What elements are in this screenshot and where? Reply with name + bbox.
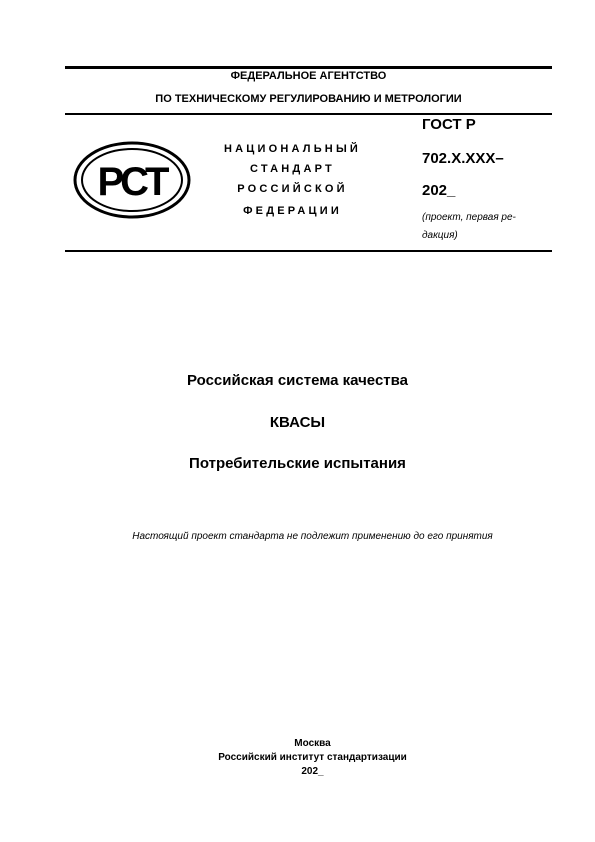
national-standard-line3: РОССИЙСКОЙ — [237, 183, 348, 195]
rst-gost-emblem-icon — [72, 140, 192, 220]
draft-status-line1: (проект, первая ре- — [422, 212, 516, 223]
national-standard-line2: СТАНДАРТ — [250, 163, 335, 175]
standard-designation-line3: 202_ — [422, 182, 456, 199]
imprint-publisher: Российский институт стандартизации — [218, 752, 407, 763]
national-standard-line1: НАЦИОНАЛЬНЫЙ — [223, 143, 362, 155]
imprint-city: Москва — [294, 738, 331, 749]
imprint-year: 202_ — [301, 766, 324, 777]
document-title-line2: КВАСЫ — [269, 414, 326, 431]
header-divider — [65, 113, 552, 115]
document-title-line3: Потребительские испытания — [189, 455, 406, 472]
logo-text: РСТ — [97, 160, 167, 204]
draft-notice: Настоящий проект стандарта не подлежит применению до его принятия — [132, 531, 493, 542]
bottom-header-rule — [65, 250, 552, 252]
top-rule — [65, 66, 552, 69]
agency-name-line2: ПО ТЕХНИЧЕСКОМУ РЕГУЛИРОВАНИЮ И МЕТРОЛОГИИ — [155, 93, 462, 105]
draft-status-line2: дакция) — [422, 230, 458, 241]
standard-designation-line1: ГОСТ Р — [422, 116, 476, 133]
national-standard-line4: ФЕДЕРАЦИИ — [243, 205, 342, 217]
document-title-line1: Российская система качества — [186, 372, 409, 389]
agency-name-line1: ФЕДЕРАЛЬНОЕ АГЕНТСТВО — [230, 70, 387, 82]
standard-designation-line2: 702.X.XXX– — [422, 150, 504, 167]
